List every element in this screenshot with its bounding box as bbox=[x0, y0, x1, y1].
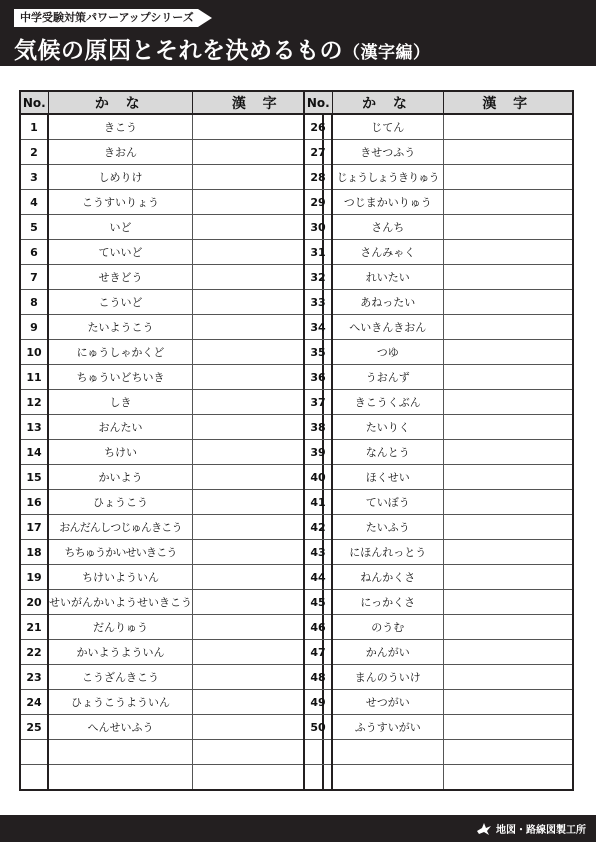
table-row bbox=[304, 240, 573, 265]
table-row bbox=[20, 665, 323, 690]
worksheet-table-left bbox=[19, 90, 324, 791]
kana-cell: じてん bbox=[332, 114, 443, 140]
kana-cell: こういど bbox=[48, 290, 193, 315]
row-number: 43 bbox=[304, 540, 332, 565]
kana-cell: さんち bbox=[332, 215, 443, 240]
page-title-main: 気候の原因とそれを決めるもの bbox=[14, 38, 343, 64]
kanji-answer-field[interactable] bbox=[443, 315, 573, 340]
kana-cell: たいようこう bbox=[48, 315, 193, 340]
kanji-answer-field[interactable] bbox=[443, 715, 573, 740]
row-number: 46 bbox=[304, 615, 332, 640]
row-number: 30 bbox=[304, 215, 332, 240]
kana-cell: ていぼう bbox=[332, 490, 443, 515]
table-row bbox=[304, 765, 573, 791]
table-row bbox=[304, 415, 573, 440]
kana-cell: ほくせい bbox=[332, 465, 443, 490]
table-row bbox=[20, 540, 323, 565]
table-row bbox=[20, 740, 323, 765]
kana-cell: たいふう bbox=[332, 515, 443, 540]
row-number bbox=[20, 765, 48, 791]
row-number: 27 bbox=[304, 140, 332, 165]
table-row bbox=[20, 565, 323, 590]
table-row bbox=[304, 515, 573, 540]
row-number: 42 bbox=[304, 515, 332, 540]
kana-cell: ちけい bbox=[48, 440, 193, 465]
kanji-answer-field[interactable] bbox=[443, 340, 573, 365]
kana-cell: きおん bbox=[48, 140, 193, 165]
row-number: 45 bbox=[304, 590, 332, 615]
kana-cell: かいようよういん bbox=[48, 640, 193, 665]
kana-cell: へんせいふう bbox=[48, 715, 193, 740]
table-body-right bbox=[304, 114, 573, 790]
table-row bbox=[304, 740, 573, 765]
row-number: 36 bbox=[304, 365, 332, 390]
row-number: 3 bbox=[20, 165, 48, 190]
table-row bbox=[304, 590, 573, 615]
row-number: 15 bbox=[20, 465, 48, 490]
kana-cell: しめりけ bbox=[48, 165, 193, 190]
row-number: 11 bbox=[20, 365, 48, 390]
row-number: 49 bbox=[304, 690, 332, 715]
kanji-answer-field[interactable] bbox=[443, 690, 573, 715]
kana-cell: きこう bbox=[48, 114, 193, 140]
bird-logo-icon bbox=[476, 822, 492, 836]
kana-cell: いど bbox=[48, 215, 193, 240]
kanji-answer-field[interactable] bbox=[443, 365, 573, 390]
row-number: 7 bbox=[20, 265, 48, 290]
kana-cell: つじまかいりゅう bbox=[332, 190, 443, 215]
kana-cell: せつがい bbox=[332, 690, 443, 715]
kanji-answer-field[interactable] bbox=[443, 740, 573, 765]
table-row bbox=[20, 340, 323, 365]
kana-cell bbox=[48, 740, 193, 765]
kana-cell: まんのういけ bbox=[332, 665, 443, 690]
row-number: 26 bbox=[304, 114, 332, 140]
table-row bbox=[20, 240, 323, 265]
kanji-answer-field[interactable] bbox=[443, 114, 573, 140]
table-row bbox=[304, 665, 573, 690]
table-row bbox=[20, 515, 323, 540]
kana-cell: じょうしょうきりゅう bbox=[332, 165, 443, 190]
kana-cell: にっかくさ bbox=[332, 590, 443, 615]
kana-cell: きせつふう bbox=[332, 140, 443, 165]
table-row bbox=[20, 390, 323, 415]
kana-cell: つゆ bbox=[332, 340, 443, 365]
row-number: 9 bbox=[20, 315, 48, 340]
table-row bbox=[20, 190, 323, 215]
row-number: 31 bbox=[304, 240, 332, 265]
row-number: 22 bbox=[20, 640, 48, 665]
row-number bbox=[20, 740, 48, 765]
row-number: 47 bbox=[304, 640, 332, 665]
row-number: 48 bbox=[304, 665, 332, 690]
table-row bbox=[304, 465, 573, 490]
table-row bbox=[304, 165, 573, 190]
table-row bbox=[304, 690, 573, 715]
table-row bbox=[304, 140, 573, 165]
table-row bbox=[304, 490, 573, 515]
table-row bbox=[20, 114, 323, 140]
row-number: 41 bbox=[304, 490, 332, 515]
kana-cell: あねったい bbox=[332, 290, 443, 315]
row-number: 34 bbox=[304, 315, 332, 340]
table-row bbox=[304, 540, 573, 565]
table-row bbox=[20, 690, 323, 715]
kana-cell: かいよう bbox=[48, 465, 193, 490]
series-tag-arrow bbox=[198, 9, 212, 27]
row-number: 35 bbox=[304, 340, 332, 365]
row-number: 18 bbox=[20, 540, 48, 565]
kana-cell: せきどう bbox=[48, 265, 193, 290]
page-title bbox=[14, 32, 431, 65]
kanji-answer-field[interactable] bbox=[443, 240, 573, 265]
kanji-answer-field[interactable] bbox=[443, 290, 573, 315]
kanji-answer-field[interactable] bbox=[443, 590, 573, 615]
kana-cell: れいたい bbox=[332, 265, 443, 290]
table-row bbox=[20, 615, 323, 640]
table-row bbox=[20, 265, 323, 290]
table-row bbox=[304, 390, 573, 415]
kana-cell: ひょうこうよういん bbox=[48, 690, 193, 715]
kana-cell: だんりゅう bbox=[48, 615, 193, 640]
kanji-answer-field[interactable] bbox=[443, 215, 573, 240]
kana-cell: ていいど bbox=[48, 240, 193, 265]
table-row bbox=[20, 165, 323, 190]
table-row bbox=[304, 215, 573, 240]
column-header-kana: か な bbox=[48, 91, 193, 114]
row-number: 25 bbox=[20, 715, 48, 740]
row-number bbox=[304, 765, 332, 791]
kanji-answer-field[interactable] bbox=[443, 440, 573, 465]
kana-cell: しき bbox=[48, 390, 193, 415]
row-number: 50 bbox=[304, 715, 332, 740]
kana-cell: のうむ bbox=[332, 615, 443, 640]
table-body-left bbox=[20, 114, 323, 790]
table-row bbox=[304, 365, 573, 390]
kanji-answer-field[interactable] bbox=[443, 140, 573, 165]
kanji-answer-field[interactable] bbox=[443, 640, 573, 665]
kana-cell: せいがんかいようせいきこう bbox=[48, 590, 193, 615]
kana-cell: ちゅういどちいき bbox=[48, 365, 193, 390]
kanji-answer-field[interactable] bbox=[443, 165, 573, 190]
table-row bbox=[20, 590, 323, 615]
table-row bbox=[304, 190, 573, 215]
table-row bbox=[304, 440, 573, 465]
kana-cell: おんたい bbox=[48, 415, 193, 440]
page-header bbox=[0, 0, 596, 66]
table-row bbox=[20, 465, 323, 490]
table-header-row bbox=[20, 91, 323, 114]
row-number: 40 bbox=[304, 465, 332, 490]
row-number: 16 bbox=[20, 490, 48, 515]
row-number: 14 bbox=[20, 440, 48, 465]
row-number bbox=[304, 740, 332, 765]
column-header-no: No. bbox=[20, 91, 48, 114]
kanji-answer-field[interactable] bbox=[443, 490, 573, 515]
table-row bbox=[20, 215, 323, 240]
row-number: 5 bbox=[20, 215, 48, 240]
row-number: 6 bbox=[20, 240, 48, 265]
table-row bbox=[20, 440, 323, 465]
table-row bbox=[20, 315, 323, 340]
kana-cell: ひょうこう bbox=[48, 490, 193, 515]
kana-cell bbox=[48, 765, 193, 791]
kana-cell: たいりく bbox=[332, 415, 443, 440]
kana-cell: こうすいりょう bbox=[48, 190, 193, 215]
table-row bbox=[304, 290, 573, 315]
page-footer bbox=[0, 815, 596, 842]
worksheet-table-right bbox=[303, 90, 574, 791]
row-number: 13 bbox=[20, 415, 48, 440]
row-number: 20 bbox=[20, 590, 48, 615]
table-header-row bbox=[304, 91, 573, 114]
table-row bbox=[20, 290, 323, 315]
row-number: 12 bbox=[20, 390, 48, 415]
kana-cell: ねんかくさ bbox=[332, 565, 443, 590]
row-number: 1 bbox=[20, 114, 48, 140]
column-header-kanji: 漢 字 bbox=[193, 91, 323, 114]
table-row bbox=[20, 765, 323, 791]
table-row bbox=[304, 565, 573, 590]
kanji-answer-field[interactable] bbox=[443, 615, 573, 640]
row-number: 44 bbox=[304, 565, 332, 590]
kanji-answer-field[interactable] bbox=[443, 265, 573, 290]
table-row bbox=[304, 715, 573, 740]
kana-cell: ふうすいがい bbox=[332, 715, 443, 740]
kana-cell bbox=[332, 765, 443, 791]
kana-cell bbox=[332, 740, 443, 765]
table-row bbox=[304, 114, 573, 140]
row-number: 10 bbox=[20, 340, 48, 365]
kana-cell: ちけいよういん bbox=[48, 565, 193, 590]
kanji-answer-field[interactable] bbox=[443, 415, 573, 440]
row-number: 28 bbox=[304, 165, 332, 190]
kana-cell: にゅうしゃかくど bbox=[48, 340, 193, 365]
kana-cell: ちちゅうかいせいきこう bbox=[48, 540, 193, 565]
series-tag-label: 中学受験対策パワーアップシリーズ bbox=[14, 9, 198, 27]
page-title-suffix: （漢字編） bbox=[343, 43, 431, 63]
kana-cell: なんとう bbox=[332, 440, 443, 465]
kanji-answer-field[interactable] bbox=[443, 190, 573, 215]
column-header-no: No. bbox=[304, 91, 332, 114]
kanji-answer-field[interactable] bbox=[443, 565, 573, 590]
table-row bbox=[20, 140, 323, 165]
footer-credit-text: 地図・路線図製工所 bbox=[496, 825, 586, 836]
table-row bbox=[304, 615, 573, 640]
row-number: 33 bbox=[304, 290, 332, 315]
table-row bbox=[20, 490, 323, 515]
row-number: 21 bbox=[20, 615, 48, 640]
kanji-answer-field[interactable] bbox=[443, 390, 573, 415]
row-number: 37 bbox=[304, 390, 332, 415]
kanji-answer-field[interactable] bbox=[443, 665, 573, 690]
kanji-answer-field[interactable] bbox=[443, 465, 573, 490]
kana-cell: さんみゃく bbox=[332, 240, 443, 265]
row-number: 19 bbox=[20, 565, 48, 590]
table-row bbox=[304, 265, 573, 290]
footer-credit bbox=[476, 821, 586, 836]
row-number: 23 bbox=[20, 665, 48, 690]
kana-cell: かんがい bbox=[332, 640, 443, 665]
row-number: 32 bbox=[304, 265, 332, 290]
kanji-answer-field[interactable] bbox=[443, 540, 573, 565]
row-number: 29 bbox=[304, 190, 332, 215]
series-tag bbox=[14, 9, 212, 27]
row-number: 24 bbox=[20, 690, 48, 715]
column-header-kanji: 漢 字 bbox=[443, 91, 573, 114]
row-number: 38 bbox=[304, 415, 332, 440]
column-header-kana: か な bbox=[332, 91, 443, 114]
table-row bbox=[20, 715, 323, 740]
kana-cell: きこうくぶん bbox=[332, 390, 443, 415]
row-number: 2 bbox=[20, 140, 48, 165]
row-number: 39 bbox=[304, 440, 332, 465]
table-row bbox=[304, 315, 573, 340]
row-number: 4 bbox=[20, 190, 48, 215]
kana-cell: にほんれっとう bbox=[332, 540, 443, 565]
table-row bbox=[20, 640, 323, 665]
table-row bbox=[20, 365, 323, 390]
kanji-answer-field[interactable] bbox=[443, 515, 573, 540]
row-number: 8 bbox=[20, 290, 48, 315]
table-row bbox=[304, 340, 573, 365]
kana-cell: うおんず bbox=[332, 365, 443, 390]
kana-cell: おんだんしつじゅんきこう bbox=[48, 515, 193, 540]
table-row bbox=[20, 415, 323, 440]
kana-cell: こうざんきこう bbox=[48, 665, 193, 690]
kana-cell: へいきんきおん bbox=[332, 315, 443, 340]
row-number: 17 bbox=[20, 515, 48, 540]
table-row bbox=[304, 640, 573, 665]
kanji-answer-field[interactable] bbox=[443, 765, 573, 791]
